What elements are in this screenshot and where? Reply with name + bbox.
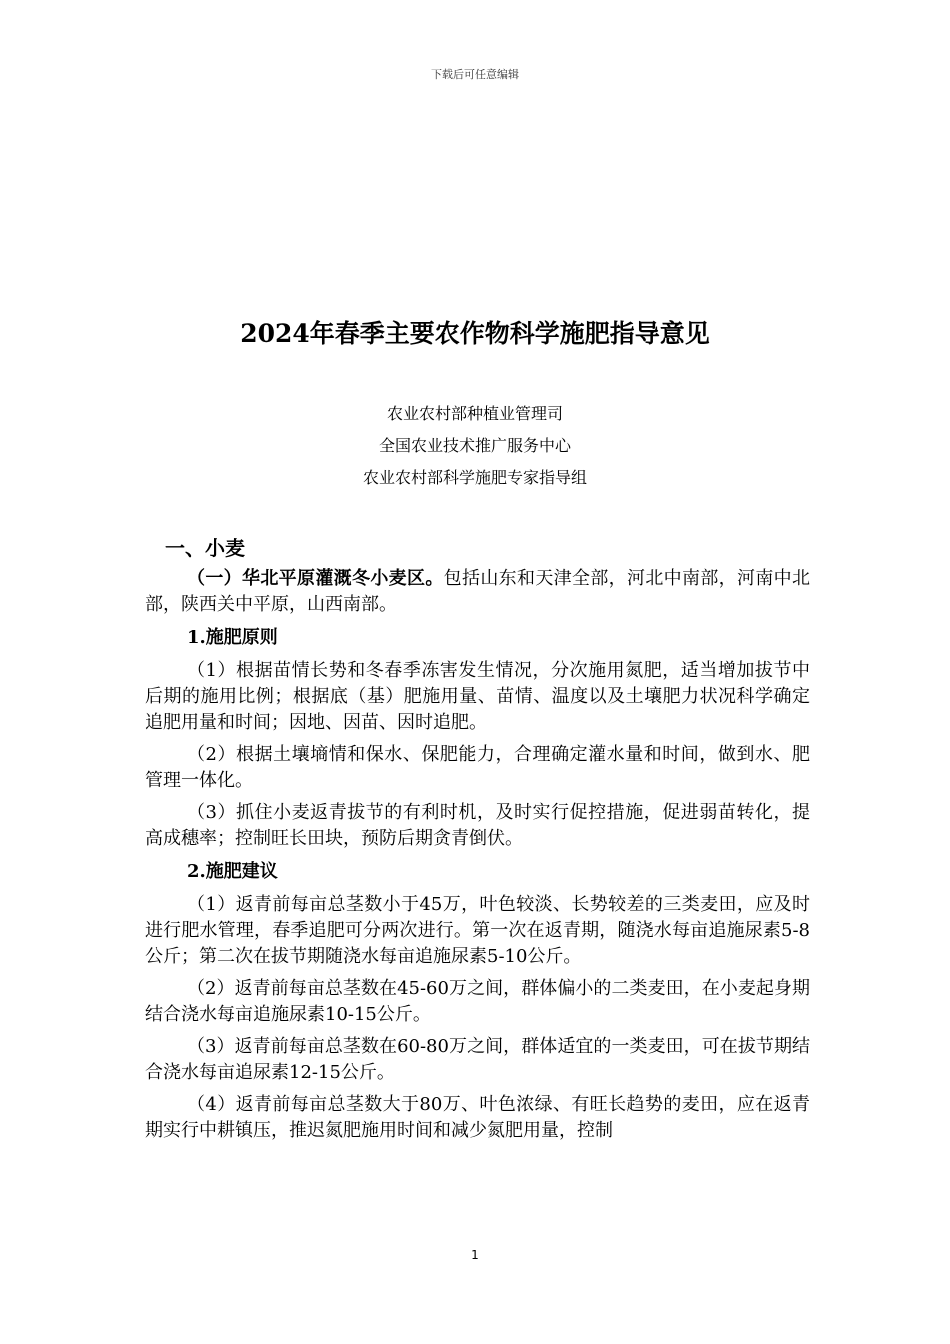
issuer-line: 农业农村部科学施肥专家指导组 <box>362 468 587 487</box>
section-heading-wheat: 一、小麦 <box>165 536 245 560</box>
page-number: 1 <box>471 1248 479 1262</box>
header-note: 下载后可任意编辑 <box>431 68 519 81</box>
advice-paragraph: （2）返青前每亩总茎数在45-60万之间，群体偏小的二类麦田，在小麦起身期结合浇水每亩追施尿素10-15公斤。 <box>145 978 810 1025</box>
advice-paragraph: （4）返青前每亩总茎数大于80万、叶色浓绿、有旺长趋势的麦田，应在返青期实行中耕镇压，推迟氮肥施用时间和减少氮肥用量，控制 <box>145 1094 810 1141</box>
document-body <box>145 532 810 1150</box>
issuer-line: 农业农村部种植业管理司 <box>386 404 563 423</box>
advice-paragraph: （3）返青前每亩总茎数在60-80万之间，群体适宜的一类麦田，可在拔节期结合浇水每亩追尿素12-15公斤。 <box>145 1036 810 1083</box>
issuer-line: 全国农业技术推广服务中心 <box>378 436 571 455</box>
document-title: 2024年春季主要农作物科学施肥指导意见 <box>240 319 710 348</box>
advice-heading: 2.施肥建议 <box>187 861 278 882</box>
region-paragraph <box>145 566 810 618</box>
region-lead: （一）华北平原灌溉冬小麦区。 <box>187 568 444 589</box>
principle-paragraph: （2）根据土壤墒情和保水、保肥能力，合理确定灌水量和时间，做到水、肥管理一体化。 <box>145 744 810 791</box>
issuing-organizations <box>0 398 950 494</box>
principle-paragraph: （1）根据苗情长势和冬春季冻害发生情况，分次施用氮肥，适当增加拔节中后期的施用比例；根据底（基）肥施用量、苗情、温度以及土壤肥力状况科学确定追肥用量和时间；因地、因苗、因时追肥。 <box>145 660 810 733</box>
advice-paragraph: （1）返青前每亩总茎数小于45万，叶色较淡、长势较差的三类麦田，应及时进行肥水管理，春季追肥可分两次进行。第一次在返青期，随浇水每亩追施尿素5-8公斤；第二次在拔节期随浇水每亩追施尿素5-10公斤。 <box>145 894 810 967</box>
principle-paragraph: （3）抓住小麦返青拔节的有利时机，及时实行促控措施，促进弱苗转化，提高成穗率；控制旺长田块，预防后期贪青倒伏。 <box>145 802 810 849</box>
region-text: 包括山东和天津全部，河北中南部，河南中北部，陕西关中平原，山西南部。 <box>145 568 811 615</box>
principles-heading: 1.施肥原则 <box>187 627 278 648</box>
